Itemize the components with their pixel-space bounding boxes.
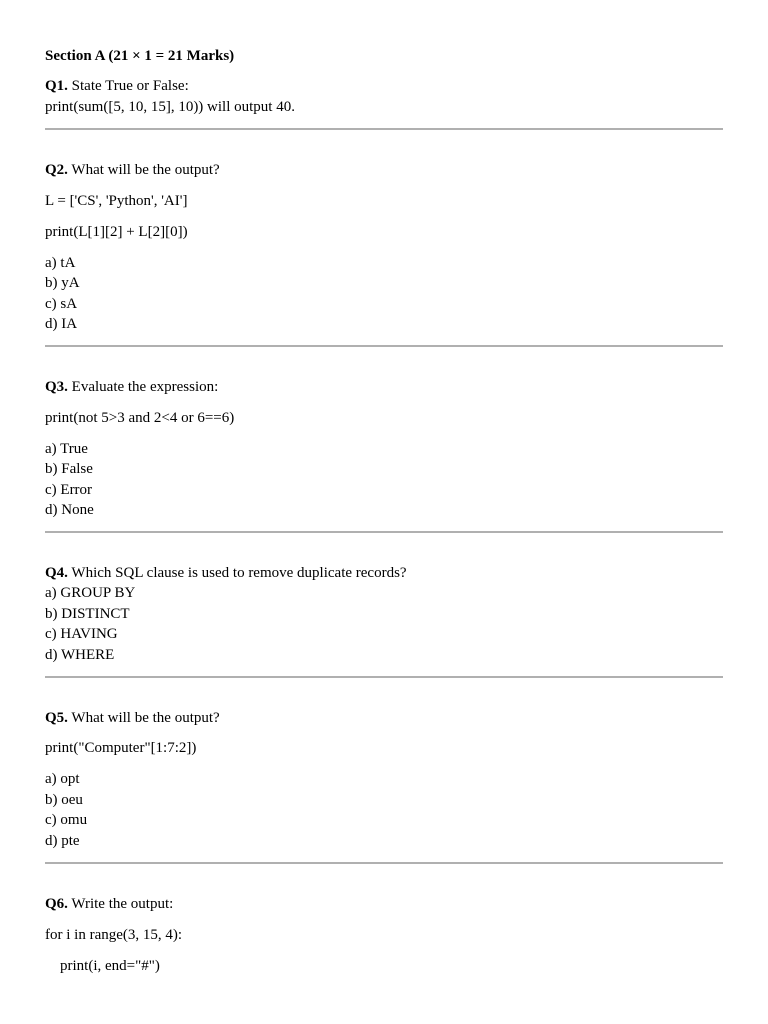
question-1-prompt: State True or False: — [71, 78, 189, 94]
divider — [45, 345, 723, 347]
question-5-header — [45, 708, 220, 728]
question-2-option-a: a) tA — [45, 255, 76, 271]
question-4-prompt: Which SQL clause is used to remove duplicate records? — [71, 565, 407, 581]
question-4-number: Q4. — [45, 565, 68, 581]
question-3-option-a: a) True — [45, 441, 88, 457]
question-4-option-b: b) DISTINCT — [45, 606, 130, 622]
question-3-option-d: d) None — [45, 502, 94, 518]
question-1-code-line: print(sum([5, 10, 15], 10)) will output 40. — [45, 99, 295, 115]
question-3-header — [45, 377, 218, 397]
question-1-number: Q1. — [45, 78, 68, 94]
section-title: Section A (21 × 1 = 21 Marks) — [45, 48, 235, 64]
question-5-option-b: b) oeu — [45, 792, 83, 808]
question-6-header — [45, 894, 173, 914]
question-4-option-a: a) GROUP BY — [45, 585, 136, 601]
question-3-prompt: Evaluate the expression: — [71, 379, 219, 395]
question-5-prompt: What will be the output? — [71, 710, 220, 726]
question-2-header — [45, 160, 220, 180]
question-2-code-line: L = ['CS', 'Python', 'AI'] — [45, 193, 188, 209]
question-6-code-line: print(i, end="#") — [45, 958, 160, 974]
question-6-prompt: Write the output: — [71, 896, 174, 912]
question-3-number: Q3. — [45, 379, 68, 395]
question-5-number: Q5. — [45, 710, 68, 726]
question-3-option-b: b) False — [45, 461, 93, 477]
divider — [45, 862, 723, 864]
question-5-option-d: d) pte — [45, 833, 80, 849]
divider — [45, 676, 723, 678]
question-6-code-line: for i in range(3, 15, 4): — [45, 927, 183, 943]
question-4-option-d: d) WHERE — [45, 647, 115, 663]
question-2-option-d: d) IA — [45, 316, 78, 332]
question-4-option-c: c) HAVING — [45, 626, 118, 642]
question-2-code-line: print(L[1][2] + L[2][0]) — [45, 224, 188, 240]
question-6-number: Q6. — [45, 896, 68, 912]
question-1-header — [45, 76, 189, 96]
question-4-header — [45, 563, 407, 583]
question-5-option-a: a) opt — [45, 771, 80, 787]
question-3-option-c: c) Error — [45, 482, 93, 498]
question-5-code-line: print("Computer"[1:7:2]) — [45, 740, 197, 756]
question-3-code-line: print(not 5>3 and 2<4 or 6==6) — [45, 410, 235, 426]
divider — [45, 128, 723, 130]
question-5-option-c: c) omu — [45, 812, 88, 828]
question-2-option-b: b) yA — [45, 275, 80, 291]
question-2-option-c: c) sA — [45, 296, 78, 312]
question-2-number: Q2. — [45, 162, 68, 178]
question-2-prompt: What will be the output? — [71, 162, 220, 178]
divider — [45, 531, 723, 533]
